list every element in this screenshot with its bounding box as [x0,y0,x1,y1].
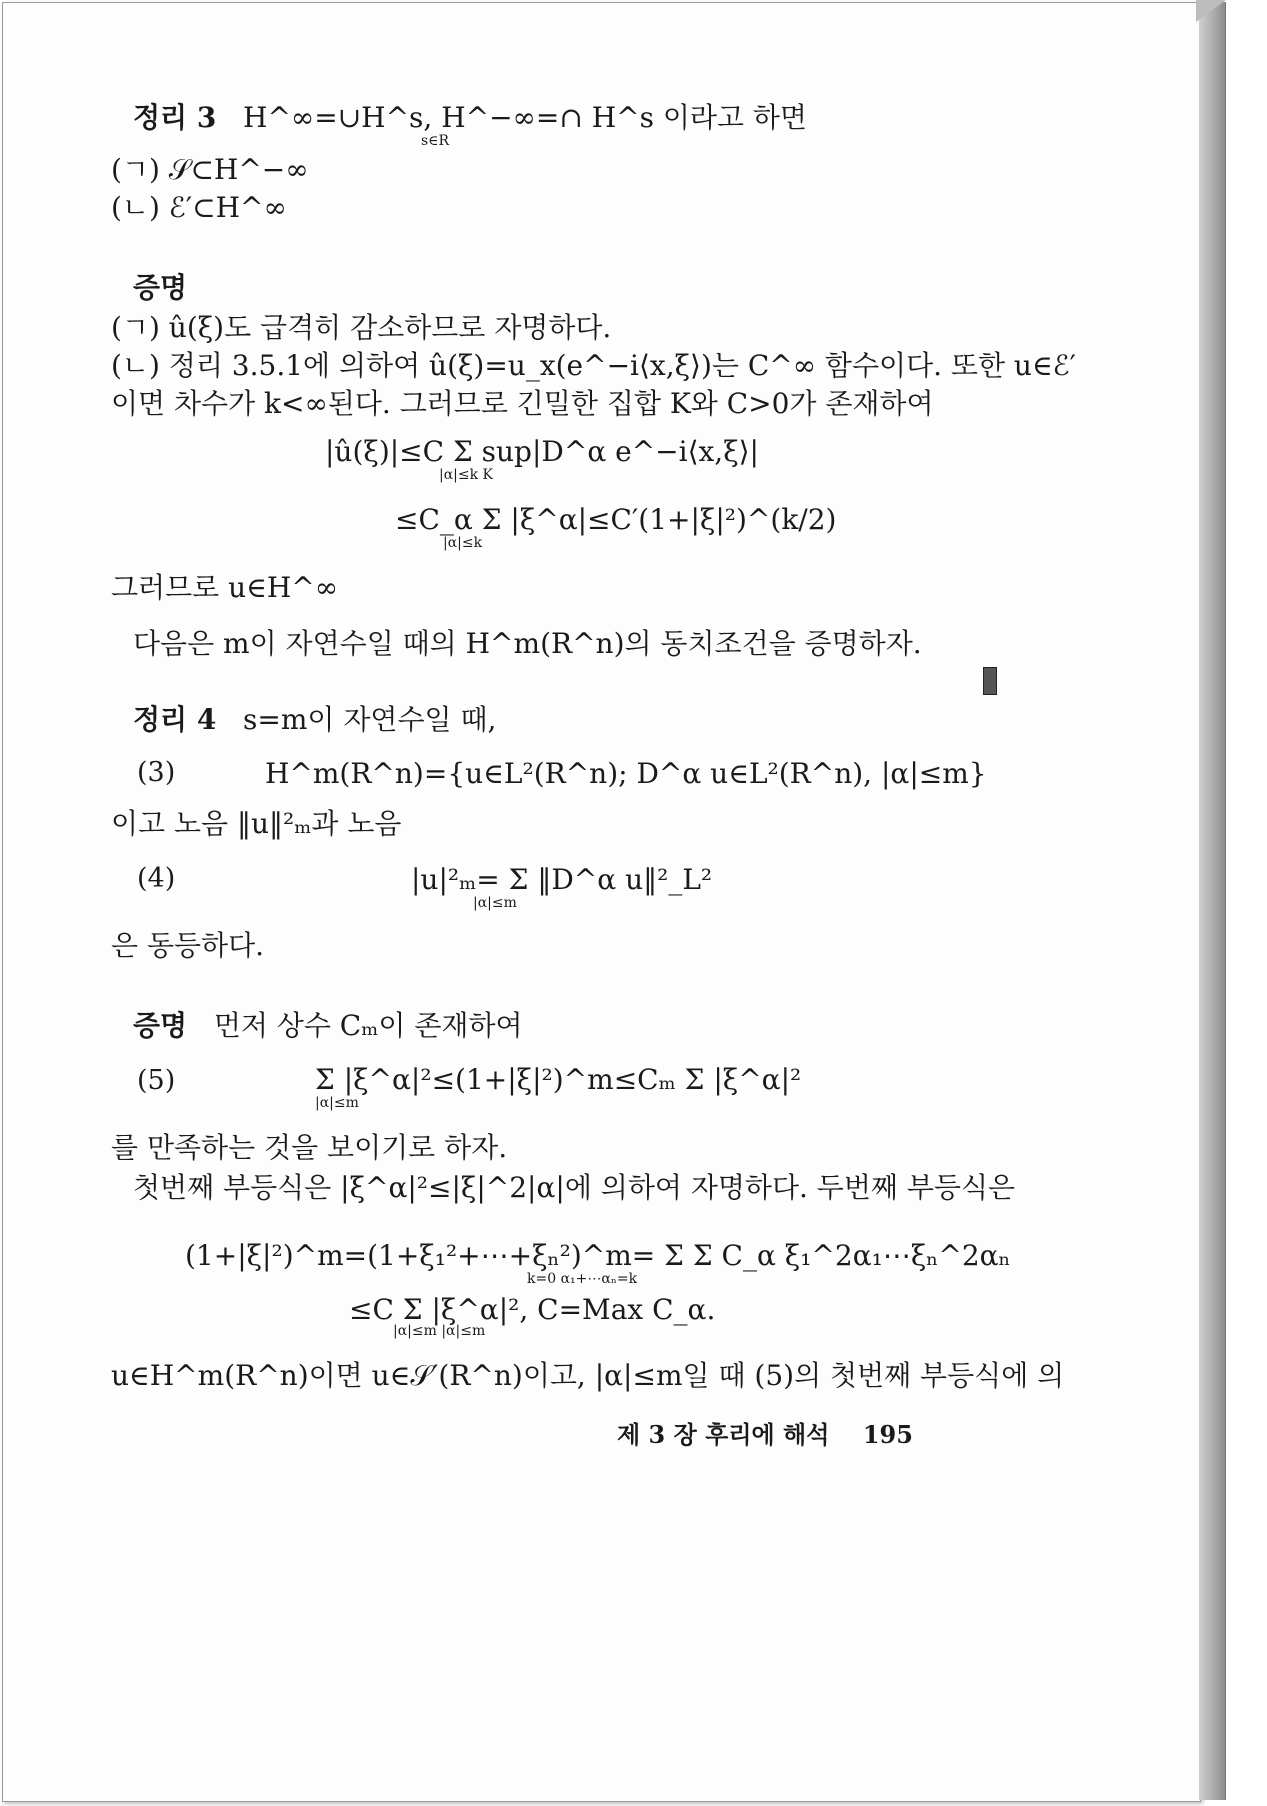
proof-3-line-1: (ㄱ) û(ξ)도 급격히 감소하므로 자명하다. [111,311,612,344]
equation-7-subscript: |α|≤m |α|≤m [393,1323,486,1339]
equation-5-number: (5) [137,1065,176,1096]
proof-3-inequality-2: ≤C_α Σ |ξ^α|≤C′(1+|ξ|²)^(k/2) [395,503,837,536]
proof-3-line-3: 이면 차수가 k<∞된다. 그러므로 긴밀한 집합 K와 C>0가 존재하여 [111,387,934,420]
proof-4-label: 증명 [133,1009,188,1042]
theorem-4-label: 정리 4 [133,703,217,736]
proof-3-inequality-1: |û(ξ)|≤C Σ sup|D^α e^−i⟨x,ξ⟩| [325,435,759,468]
theorem-4-line [133,703,496,737]
theorem-3-statement: H^∞=∪H^s, H^−∞=∩ H^s 이라고 하면 [243,101,807,134]
theorem-3-label: 정리 3 [133,101,217,134]
equation-5: Σ |ξ^α|²≤(1+|ξ|²)^m≤Cₘ Σ |ξ^α|² [315,1063,802,1096]
running-footer [617,1415,913,1450]
equation-7: ≤C Σ |ξ^α|², C=Max C_α. [349,1293,716,1326]
proof-4-line-3: 첫번째 부등식은 |ξ^α|²≤|ξ|^2|α|에 의하여 자명하다. 두번째 부등식은 [133,1171,1016,1204]
theorem-3-item-a: (ㄱ) 𝒮⊂H^−∞ [111,153,309,186]
equation-3-number: (3) [137,757,176,788]
equation-3: H^m(R^n)={u∈L²(R^n); D^α u∈L²(R^n), |α|≤m} [265,757,987,790]
proof-4-last-line: u∈H^m(R^n)이면 u∈𝒮′(R^n)이고, |α|≤m일 때 (5)의 첫번째 부등식에 의 [111,1359,1065,1392]
page-number: 195 [862,1420,913,1449]
proof-4-line-1-wrap [133,1009,523,1043]
equation-4-subscript: |α|≤m [473,895,517,911]
theorem-4-equivalence: 은 동등하다. [111,929,265,962]
book-page [2,2,1201,1802]
proof-3-label: 증명 [133,271,188,304]
margin-marker [983,667,997,695]
proof-3-conclusion: 그러므로 u∈H^∞ [111,571,339,604]
theorem-4-intro: 다음은 m이 자연수일 때의 H^m(R^n)의 동치조건을 증명하자. [133,627,922,660]
equation-5-subscript: |α|≤m [315,1095,359,1111]
chapter-title: 제 3 장 후리에 해석 [617,1420,830,1449]
equation-6: (1+|ξ|²)^m=(1+ξ₁²+⋯+ξₙ²)^m= Σ Σ C_α ξ₁^2α₁⋯ξₙ^2αₙ [185,1239,1011,1272]
proof-4-line-2: 를 만족하는 것을 보이기로 하자. [111,1131,508,1164]
theorem-3-line [133,101,807,135]
theorem-4-norm-line: 이고 노음 ‖u‖²ₘ과 노음 [111,807,402,840]
theorem-3-cap-subscript: s∈R [421,133,450,149]
theorem-3-item-b: (ㄴ) ℰ′⊂H^∞ [111,191,287,224]
page-corner-fold [1196,0,1226,22]
page-edge-curl [1199,2,1226,1800]
equation-4: |u|²ₘ= Σ ‖D^α u‖²_L² [411,863,713,896]
proof-3-inequality-2-subscript: |α|≤k [443,535,483,551]
proof-3-line-2: (ㄴ) 정리 3.5.1에 의하여 û(ξ)=u_x(e^−i⟨x,ξ⟩)는 C^∞ 함수이다. 또한 u∈ℰ′ [111,349,1076,382]
proof-3-inequality-1-subscript: |α|≤k K [439,467,494,483]
theorem-4-statement: s=m이 자연수일 때, [243,703,497,736]
proof-4-line-1: 먼저 상수 Cₘ이 존재하여 [213,1009,523,1042]
equation-6-subscript: k=0 α₁+⋯αₙ=k [527,1271,638,1287]
equation-4-number: (4) [137,863,176,894]
